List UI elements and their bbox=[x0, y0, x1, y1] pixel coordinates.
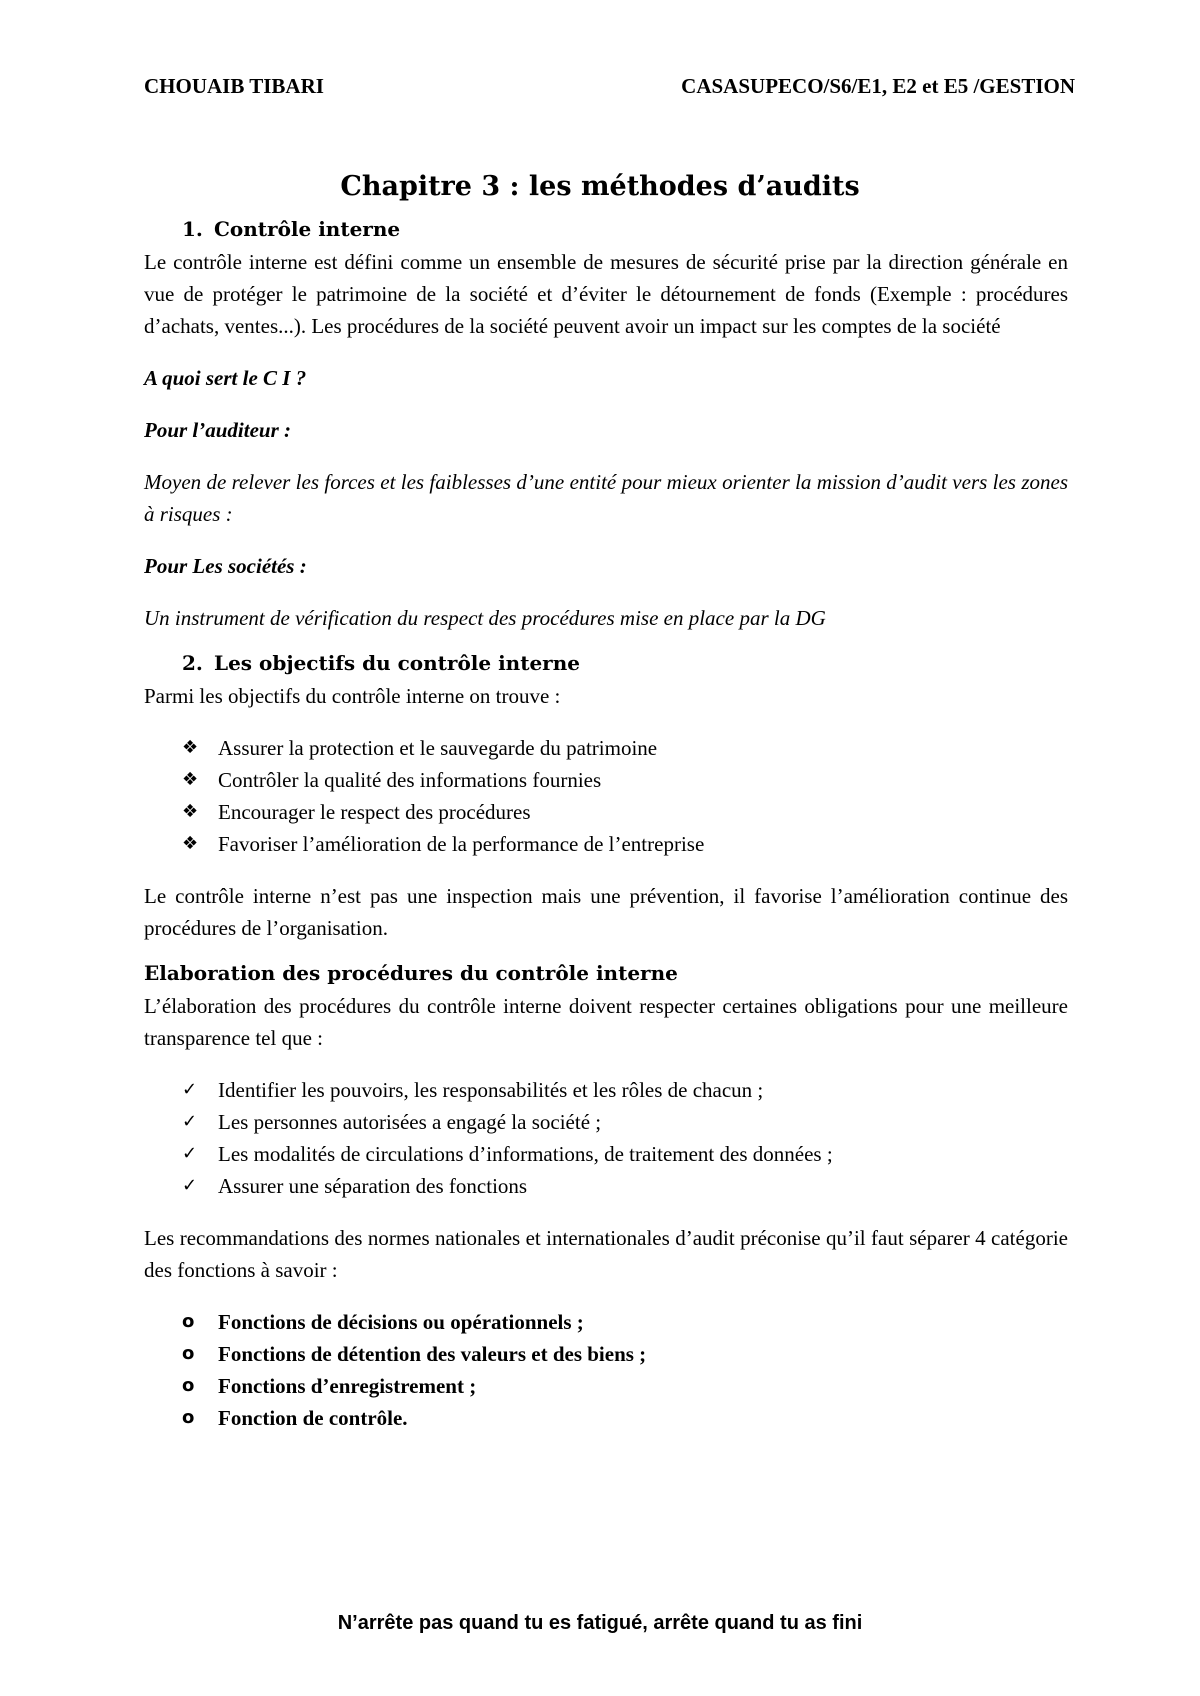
list-item: o Fonctions d’enregistrement ; bbox=[144, 1370, 1068, 1402]
document-body bbox=[144, 212, 1068, 1434]
societes-label: Pour Les sociétés : bbox=[144, 554, 307, 578]
checkmark-icon: ✓ bbox=[182, 1175, 198, 1196]
list-item: ✓ Assurer une séparation des fonctions bbox=[144, 1170, 1068, 1202]
list-item: ❖ Assurer la protection et le sauvegarde du patrimoine bbox=[144, 732, 1068, 764]
section-3-heading: Elaboration des procédures du contrôle interne bbox=[144, 961, 678, 985]
checkmark-icon: ✓ bbox=[182, 1111, 198, 1132]
list-item: ❖ Encourager le respect des procédures bbox=[144, 796, 1068, 828]
section-2-conclusion: Le contrôle interne n’est pas une inspection mais une prévention, il favorise l’amélioration continue des procédures de l’organisation. bbox=[144, 884, 1068, 940]
circle-bullet-icon: o bbox=[182, 1343, 195, 1364]
circle-bullet-icon: o bbox=[182, 1311, 195, 1332]
chapter-title: Chapitre 3 : les méthodes d’audits bbox=[340, 171, 860, 202]
section-2-number: 2. bbox=[182, 651, 203, 675]
list-item: o Fonctions de décisions ou opérationnels ; bbox=[144, 1306, 1068, 1338]
checkmark-icon: ✓ bbox=[182, 1079, 198, 1100]
diamond-bullet-icon: ❖ bbox=[182, 833, 199, 854]
auditeur-label: Pour l’auditeur : bbox=[144, 418, 292, 442]
header-course-code: CASASUPECO/S6/E1, E2 et E5 /GESTION bbox=[681, 74, 1075, 98]
circle-bullet-icon: o bbox=[182, 1375, 195, 1396]
list-item: ❖ Favoriser l’amélioration de la performance de l’entreprise bbox=[144, 828, 1068, 860]
checkmark-icon: ✓ bbox=[182, 1143, 198, 1164]
functions-list bbox=[144, 1306, 1068, 1434]
obligations-list bbox=[144, 1074, 1068, 1202]
diamond-bullet-icon: ❖ bbox=[182, 769, 199, 790]
objectives-list bbox=[144, 732, 1068, 860]
section-2-intro: Parmi les objectifs du contrôle interne on trouve : bbox=[144, 684, 561, 708]
section-1-title: Contrôle interne bbox=[214, 217, 401, 241]
section-1-paragraph: Le contrôle interne est défini comme un ensemble de mesures de sécurité prise par la direction générale en vue de protéger le patrimoine de la société et d’éviter le détournement de fonds (Exemple : procédures d’achats, ventes...). Les procédures de la société peuvent avoir un impact sur les comptes de la société bbox=[144, 250, 1068, 338]
list-item: o Fonction de contrôle. bbox=[144, 1402, 1068, 1434]
diamond-bullet-icon: ❖ bbox=[182, 737, 199, 758]
footer-quote: N’arrête pas quand tu es fatigué, arrête quand tu as fini bbox=[337, 1612, 863, 1634]
list-item: o Fonctions de détention des valeurs et des biens ; bbox=[144, 1338, 1068, 1370]
section-2-title: Les objectifs du contrôle interne bbox=[214, 651, 580, 675]
section-2-heading bbox=[144, 646, 1068, 680]
diamond-bullet-icon: ❖ bbox=[182, 801, 199, 822]
list-item: ✓ Identifier les pouvoirs, les responsabilités et les rôles de chacun ; bbox=[144, 1074, 1068, 1106]
auditeur-text: Moyen de relever les forces et les faiblesses d’une entité pour mieux orienter la mission d’audit vers les zones à risques : bbox=[144, 470, 1068, 526]
societes-text: Un instrument de vérification du respect des procédures mise en place par la DG bbox=[144, 606, 826, 630]
recommendation-paragraph: Les recommandations des normes nationales et internationales d’audit préconise qu’il faut séparer 4 catégorie des fonctions à savoir : bbox=[144, 1226, 1068, 1282]
ci-question: A quoi sert le C I ? bbox=[144, 366, 307, 390]
list-item: ❖ Contrôler la qualité des informations fournies bbox=[144, 764, 1068, 796]
section-3-intro: L’élaboration des procédures du contrôle interne doivent respecter certaines obligations pour une meilleure transparence tel que : bbox=[144, 994, 1068, 1050]
list-item: ✓ Les personnes autorisées a engagé la société ; bbox=[144, 1106, 1068, 1138]
header-author: CHOUAIB TIBARI bbox=[144, 74, 324, 98]
list-item: ✓ Les modalités de circulations d’informations, de traitement des données ; bbox=[144, 1138, 1068, 1170]
circle-bullet-icon: o bbox=[182, 1407, 195, 1428]
section-1-number: 1. bbox=[182, 217, 203, 241]
section-1-heading bbox=[144, 212, 1068, 246]
